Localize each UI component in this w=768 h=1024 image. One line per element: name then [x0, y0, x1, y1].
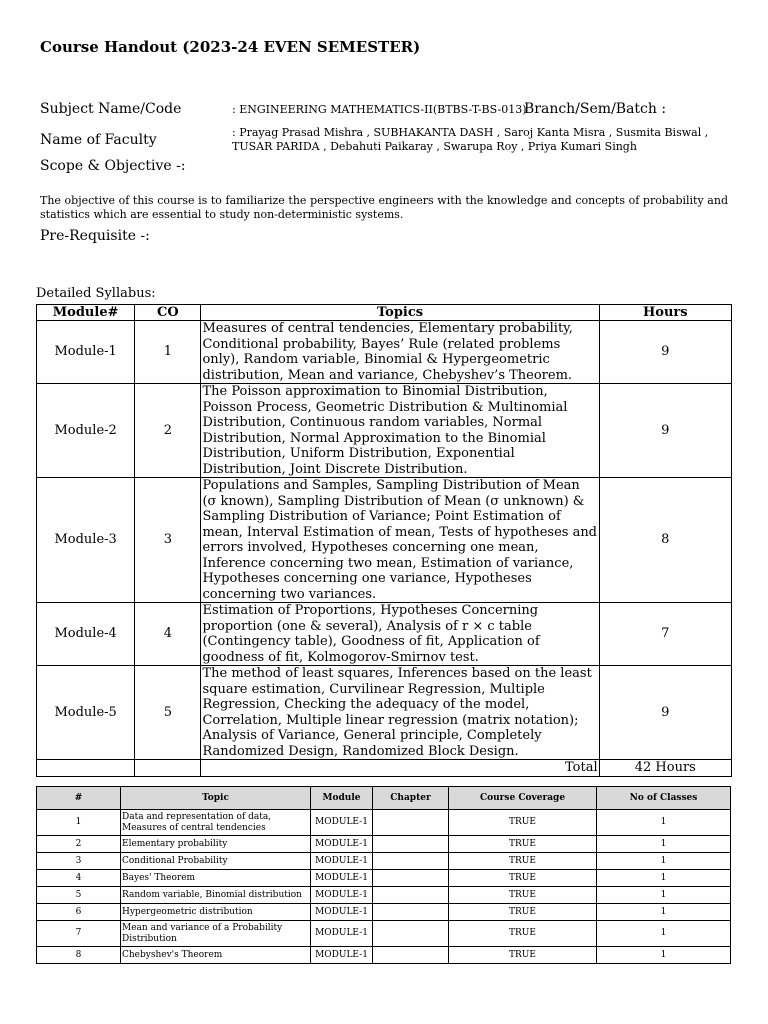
co-cell: 2: [135, 384, 201, 478]
total-value: 42 Hours: [599, 760, 731, 777]
total-label: Total: [201, 760, 599, 777]
topics-cell: The method of least squares, Inferences based on the least square estimation, Curvilinear Regression, Multiple Regression, Checking the adequacy of the model, Correlation, Multiple linear regression (matrix notation); Analysis of Variance, General principle, Completely Randomized Design, Randomized Block Design.: [201, 666, 599, 760]
lesson-header-chapter: Chapter: [373, 787, 449, 810]
lesson-module: MODULE-1: [311, 947, 373, 964]
syllabus-row: [37, 321, 732, 384]
lesson-coverage: TRUE: [449, 887, 597, 904]
co-cell: 3: [135, 478, 201, 603]
topics-cell: Measures of central tendencies, Elementary probability, Conditional probability, Bayes’ Rule (related problems only), Random variable, Binomial & Hypergeometric distribution, Mean and variance, Chebyshev’s Theorem.: [201, 321, 599, 384]
prerequisite-label: Pre-Requisite -:: [40, 228, 150, 244]
lesson-number: 5: [37, 887, 121, 904]
total-empty-cell: [37, 760, 135, 777]
lesson-chapter: [373, 904, 449, 921]
lesson-header-coverage: Course Coverage: [449, 787, 597, 810]
syllabus-header-row: [37, 305, 732, 321]
lesson-coverage: TRUE: [449, 921, 597, 947]
lesson-number: 4: [37, 870, 121, 887]
lesson-module: MODULE-1: [311, 853, 373, 870]
lesson-module: MODULE-1: [311, 836, 373, 853]
lesson-number: 8: [37, 947, 121, 964]
module-cell: Module-1: [37, 321, 135, 384]
lesson-module: MODULE-1: [311, 810, 373, 836]
syllabus-header-co: CO: [135, 305, 201, 321]
lesson-header-module: Module: [311, 787, 373, 810]
lesson-topic: Hypergeometric distribution: [121, 904, 311, 921]
topics-cell: The Poisson approximation to Binomial Distribution, Poisson Process, Geometric Distribution & Multinomial Distribution, Continuous random variables, Normal Distribution, Normal Approximation to the Binomial Distribution, Uniform Distribution, Exponential Distribution, Joint Discrete Distribution.: [201, 384, 599, 478]
lesson-chapter: [373, 870, 449, 887]
lesson-topic: Conditional Probability: [121, 853, 311, 870]
lesson-chapter: [373, 836, 449, 853]
lesson-class-count: 1: [597, 921, 731, 947]
syllabus-table: [36, 304, 732, 777]
lesson-class-count: 1: [597, 904, 731, 921]
lesson-chapter: [373, 947, 449, 964]
objective-text: The objective of this course is to familiarize the perspective engineers with the knowledge and concepts of probability and statistics which are essential to study non-deterministic systems.: [40, 194, 728, 221]
hours-cell: 7: [599, 603, 731, 666]
lesson-class-count: 1: [597, 810, 731, 836]
subject-label: Subject Name/Code: [40, 101, 182, 117]
lesson-topic: Bayes' Theorem: [121, 870, 311, 887]
lesson-module: MODULE-1: [311, 887, 373, 904]
syllabus-row: [37, 666, 732, 760]
lesson-coverage: TRUE: [449, 810, 597, 836]
lesson-row: [37, 853, 731, 870]
lesson-number: 2: [37, 836, 121, 853]
lesson-module: MODULE-1: [311, 870, 373, 887]
lesson-row: [37, 836, 731, 853]
syllabus-row: [37, 384, 732, 478]
lesson-coverage: TRUE: [449, 870, 597, 887]
syllabus-row: [37, 478, 732, 603]
lesson-number: 3: [37, 853, 121, 870]
module-cell: Module-3: [37, 478, 135, 603]
co-cell: 4: [135, 603, 201, 666]
module-cell: Module-5: [37, 666, 135, 760]
lesson-chapter: [373, 887, 449, 904]
syllabus-row: [37, 603, 732, 666]
lesson-module: MODULE-1: [311, 921, 373, 947]
lesson-row: [37, 810, 731, 836]
lesson-topic: Data and representation of data, Measures of central tendencies: [121, 810, 311, 836]
hours-cell: 8: [599, 478, 731, 603]
branch-label: Branch/Sem/Batch :: [524, 101, 667, 117]
lesson-class-count: 1: [597, 887, 731, 904]
lesson-coverage: TRUE: [449, 853, 597, 870]
topics-cell: Populations and Samples, Sampling Distribution of Mean (σ known), Sampling Distribution of Mean (σ unknown) & Sampling Distribution of Variance; Point Estimation of mean, Interval Estimation of mean, Tests of hypotheses and errors involved, Hypotheses concerning one mean, Inference concerning two mean, Estimation of variance, Hypotheses concerning one variance, Hypotheses concerning two variances.: [201, 478, 599, 603]
lesson-topic: Chebyshev's Theorem: [121, 947, 311, 964]
syllabus-label: Detailed Syllabus:: [36, 286, 156, 301]
lesson-number: 1: [37, 810, 121, 836]
lesson-coverage: TRUE: [449, 836, 597, 853]
lesson-coverage: TRUE: [449, 904, 597, 921]
hours-cell: 9: [599, 321, 731, 384]
lesson-plan-header-row: [37, 787, 731, 810]
lesson-row: [37, 921, 731, 947]
faculty-value: : Prayag Prasad Mishra , SUBHAKANTA DASH , Saroj Kanta Misra , Susmita Biswal , TUSAR PARIDA , Debahuti Paikaray , Swarupa Roy , Priya Kumari Singh: [232, 126, 709, 153]
lesson-header-topic: Topic: [121, 787, 311, 810]
lesson-topic: Elementary probability: [121, 836, 311, 853]
faculty-label: Name of Faculty: [40, 132, 157, 148]
subject-value: : ENGINEERING MATHEMATICS-II(BTBS-T-BS-013): [232, 103, 527, 116]
syllabus-header-module: Module#: [37, 305, 135, 321]
lesson-class-count: 1: [597, 836, 731, 853]
page-title: Course Handout (2023-24 EVEN SEMESTER): [40, 38, 421, 56]
module-cell: Module-2: [37, 384, 135, 478]
lesson-row: [37, 904, 731, 921]
lesson-class-count: 1: [597, 870, 731, 887]
co-cell: 1: [135, 321, 201, 384]
syllabus-header-topics: Topics: [201, 305, 599, 321]
lesson-header-number: #: [37, 787, 121, 810]
lesson-number: 7: [37, 921, 121, 947]
co-cell: 5: [135, 666, 201, 760]
lesson-module: MODULE-1: [311, 904, 373, 921]
lesson-topic: Random variable, Binomial distribution: [121, 887, 311, 904]
lesson-plan-table: [36, 786, 731, 964]
lesson-coverage: TRUE: [449, 947, 597, 964]
hours-cell: 9: [599, 384, 731, 478]
lesson-chapter: [373, 810, 449, 836]
hours-cell: 9: [599, 666, 731, 760]
module-cell: Module-4: [37, 603, 135, 666]
syllabus-header-hours: Hours: [599, 305, 731, 321]
lesson-chapter: [373, 853, 449, 870]
scope-label: Scope & Objective -:: [40, 158, 186, 174]
topics-cell: Estimation of Proportions, Hypotheses Concerning proportion (one & several), Analysis of r × c table (Contingency table), Goodness of fit, Application of goodness of fit, Kolmogorov-Smirnov test.: [201, 603, 599, 666]
lesson-number: 6: [37, 904, 121, 921]
lesson-class-count: 1: [597, 947, 731, 964]
lesson-class-count: 1: [597, 853, 731, 870]
lesson-row: [37, 947, 731, 964]
lesson-chapter: [373, 921, 449, 947]
lesson-row: [37, 887, 731, 904]
syllabus-total-row: [37, 760, 732, 777]
lesson-row: [37, 870, 731, 887]
total-empty-cell: [135, 760, 201, 777]
lesson-header-classes: No of Classes: [597, 787, 731, 810]
lesson-topic: Mean and variance of a Probability Distribution: [121, 921, 311, 947]
